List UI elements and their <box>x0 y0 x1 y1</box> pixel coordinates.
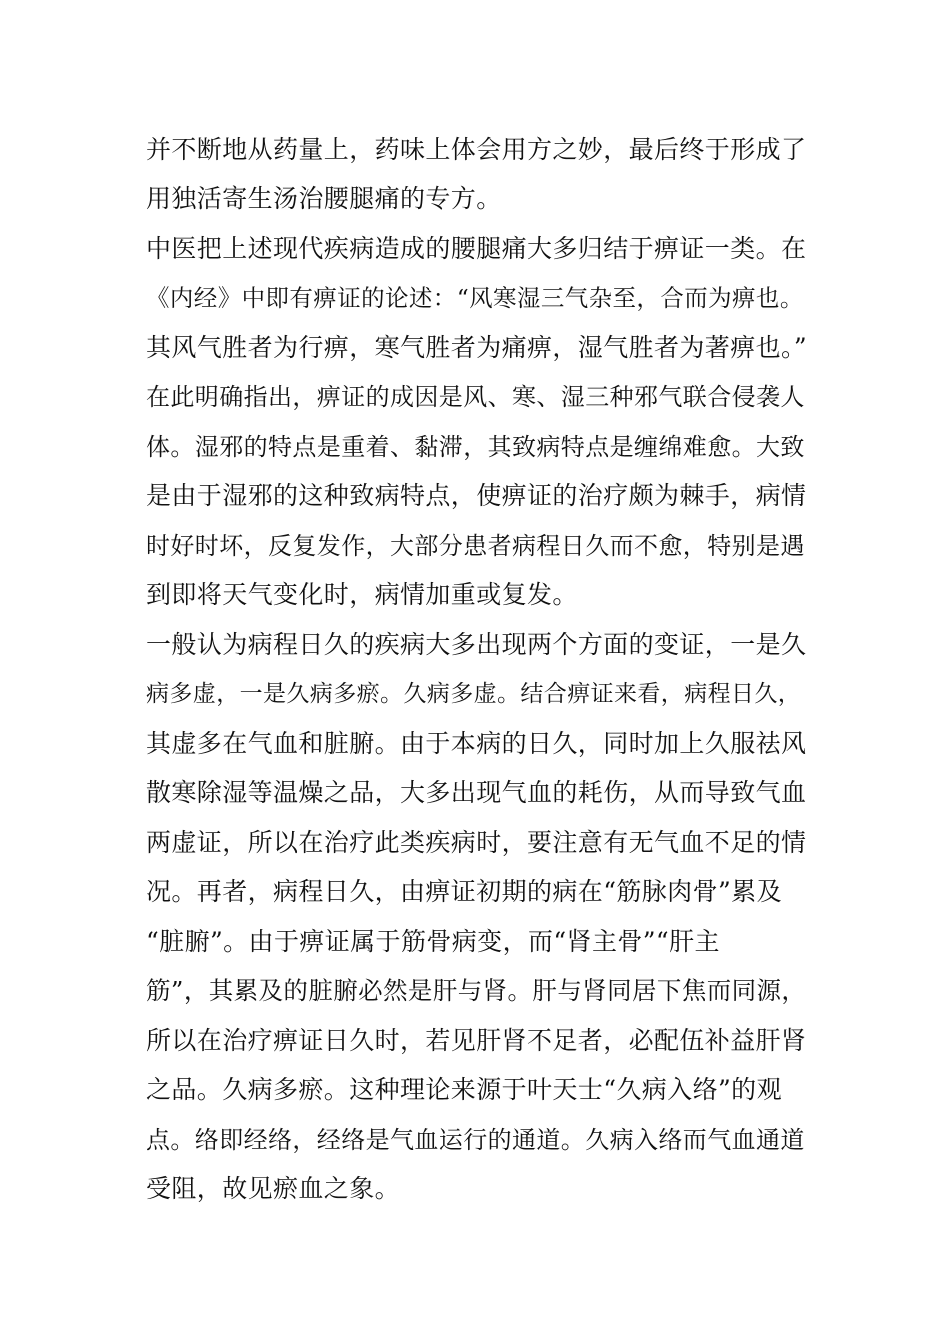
text-line-12: 病多虚，一是久病多瘀。久病多虚。结合痹证来看，病程日久， <box>146 681 802 707</box>
text-line-10: 到即将天气变化时，病情加重或复发。 <box>146 580 578 609</box>
text-line-5: 其风气胜者为行痹，寒气胜者为痛痹，湿气胜者为著痹也。” <box>146 333 808 362</box>
text-line-6: 在此明确指出，痹证的成因是风、寒、湿三种邪气联合侵袭人 <box>146 383 805 411</box>
text-line-13: 其虚多在气血和脏腑。由于本病的日久，同时加上久服祛风 <box>146 729 807 758</box>
text-line-20: 之品。久病多瘀。这种理论来源于叶天士“久病入络”的观 <box>146 1075 782 1104</box>
text-line-9: 时好时坏，反复发作，大部分患者病程日久而不愈，特别是遇 <box>146 532 805 560</box>
text-line-22: 受阻，故见瘀血之象。 <box>146 1174 401 1203</box>
text-line-17: “脏腑”。由于痹证属于筋骨病变，而“肾主骨”“肝主 <box>146 927 720 956</box>
text-line-11: 一般认为病程日久的疾病大多出现两个方面的变证，一是久 <box>146 630 807 659</box>
text-line-4: 《内经》中即有痹证的论述：“风寒湿三气杂至，合而为痹也。 <box>146 284 804 312</box>
text-line-3: 中医把上述现代疾病造成的腰腿痛大多归结于痹证一类。在 <box>146 234 807 263</box>
text-line-1: 并不断地从药量上，药味上体会用方之妙，最后终于形成了 <box>146 135 807 164</box>
text-line-14: 散寒除湿等温燥之品，大多出现气血的耗伤，从而导致气血 <box>146 778 807 807</box>
text-line-7: 体。湿邪的特点是重着、黏滞，其致病特点是缠绵难愈。大致 <box>146 433 805 461</box>
text-line-18: 筋”，其累及的脏腑必然是肝与肾。肝与肾同居下焦而同源， <box>146 976 807 1005</box>
text-line-8: 是由于湿邪的这种致病特点，使痹证的治疗颇为棘手，病情 <box>146 481 807 510</box>
text-line-2: 用独活寄生汤治腰腿痛的专方。 <box>146 184 502 213</box>
text-line-19: 所以在治疗痹证日久时，若见肝肾不足者，必配伍补益肝肾 <box>146 1026 807 1055</box>
text-line-16: 况。再者，病程日久，由痹证初期的病在“筋脉肉骨”累及 <box>146 877 782 906</box>
text-line-21: 点。络即经络，经络是气血运行的通道。久病入络而气血通道 <box>146 1126 805 1154</box>
text-line-15: 两虚证，所以在治疗此类疾病时，要注意有无气血不足的情 <box>146 828 807 857</box>
